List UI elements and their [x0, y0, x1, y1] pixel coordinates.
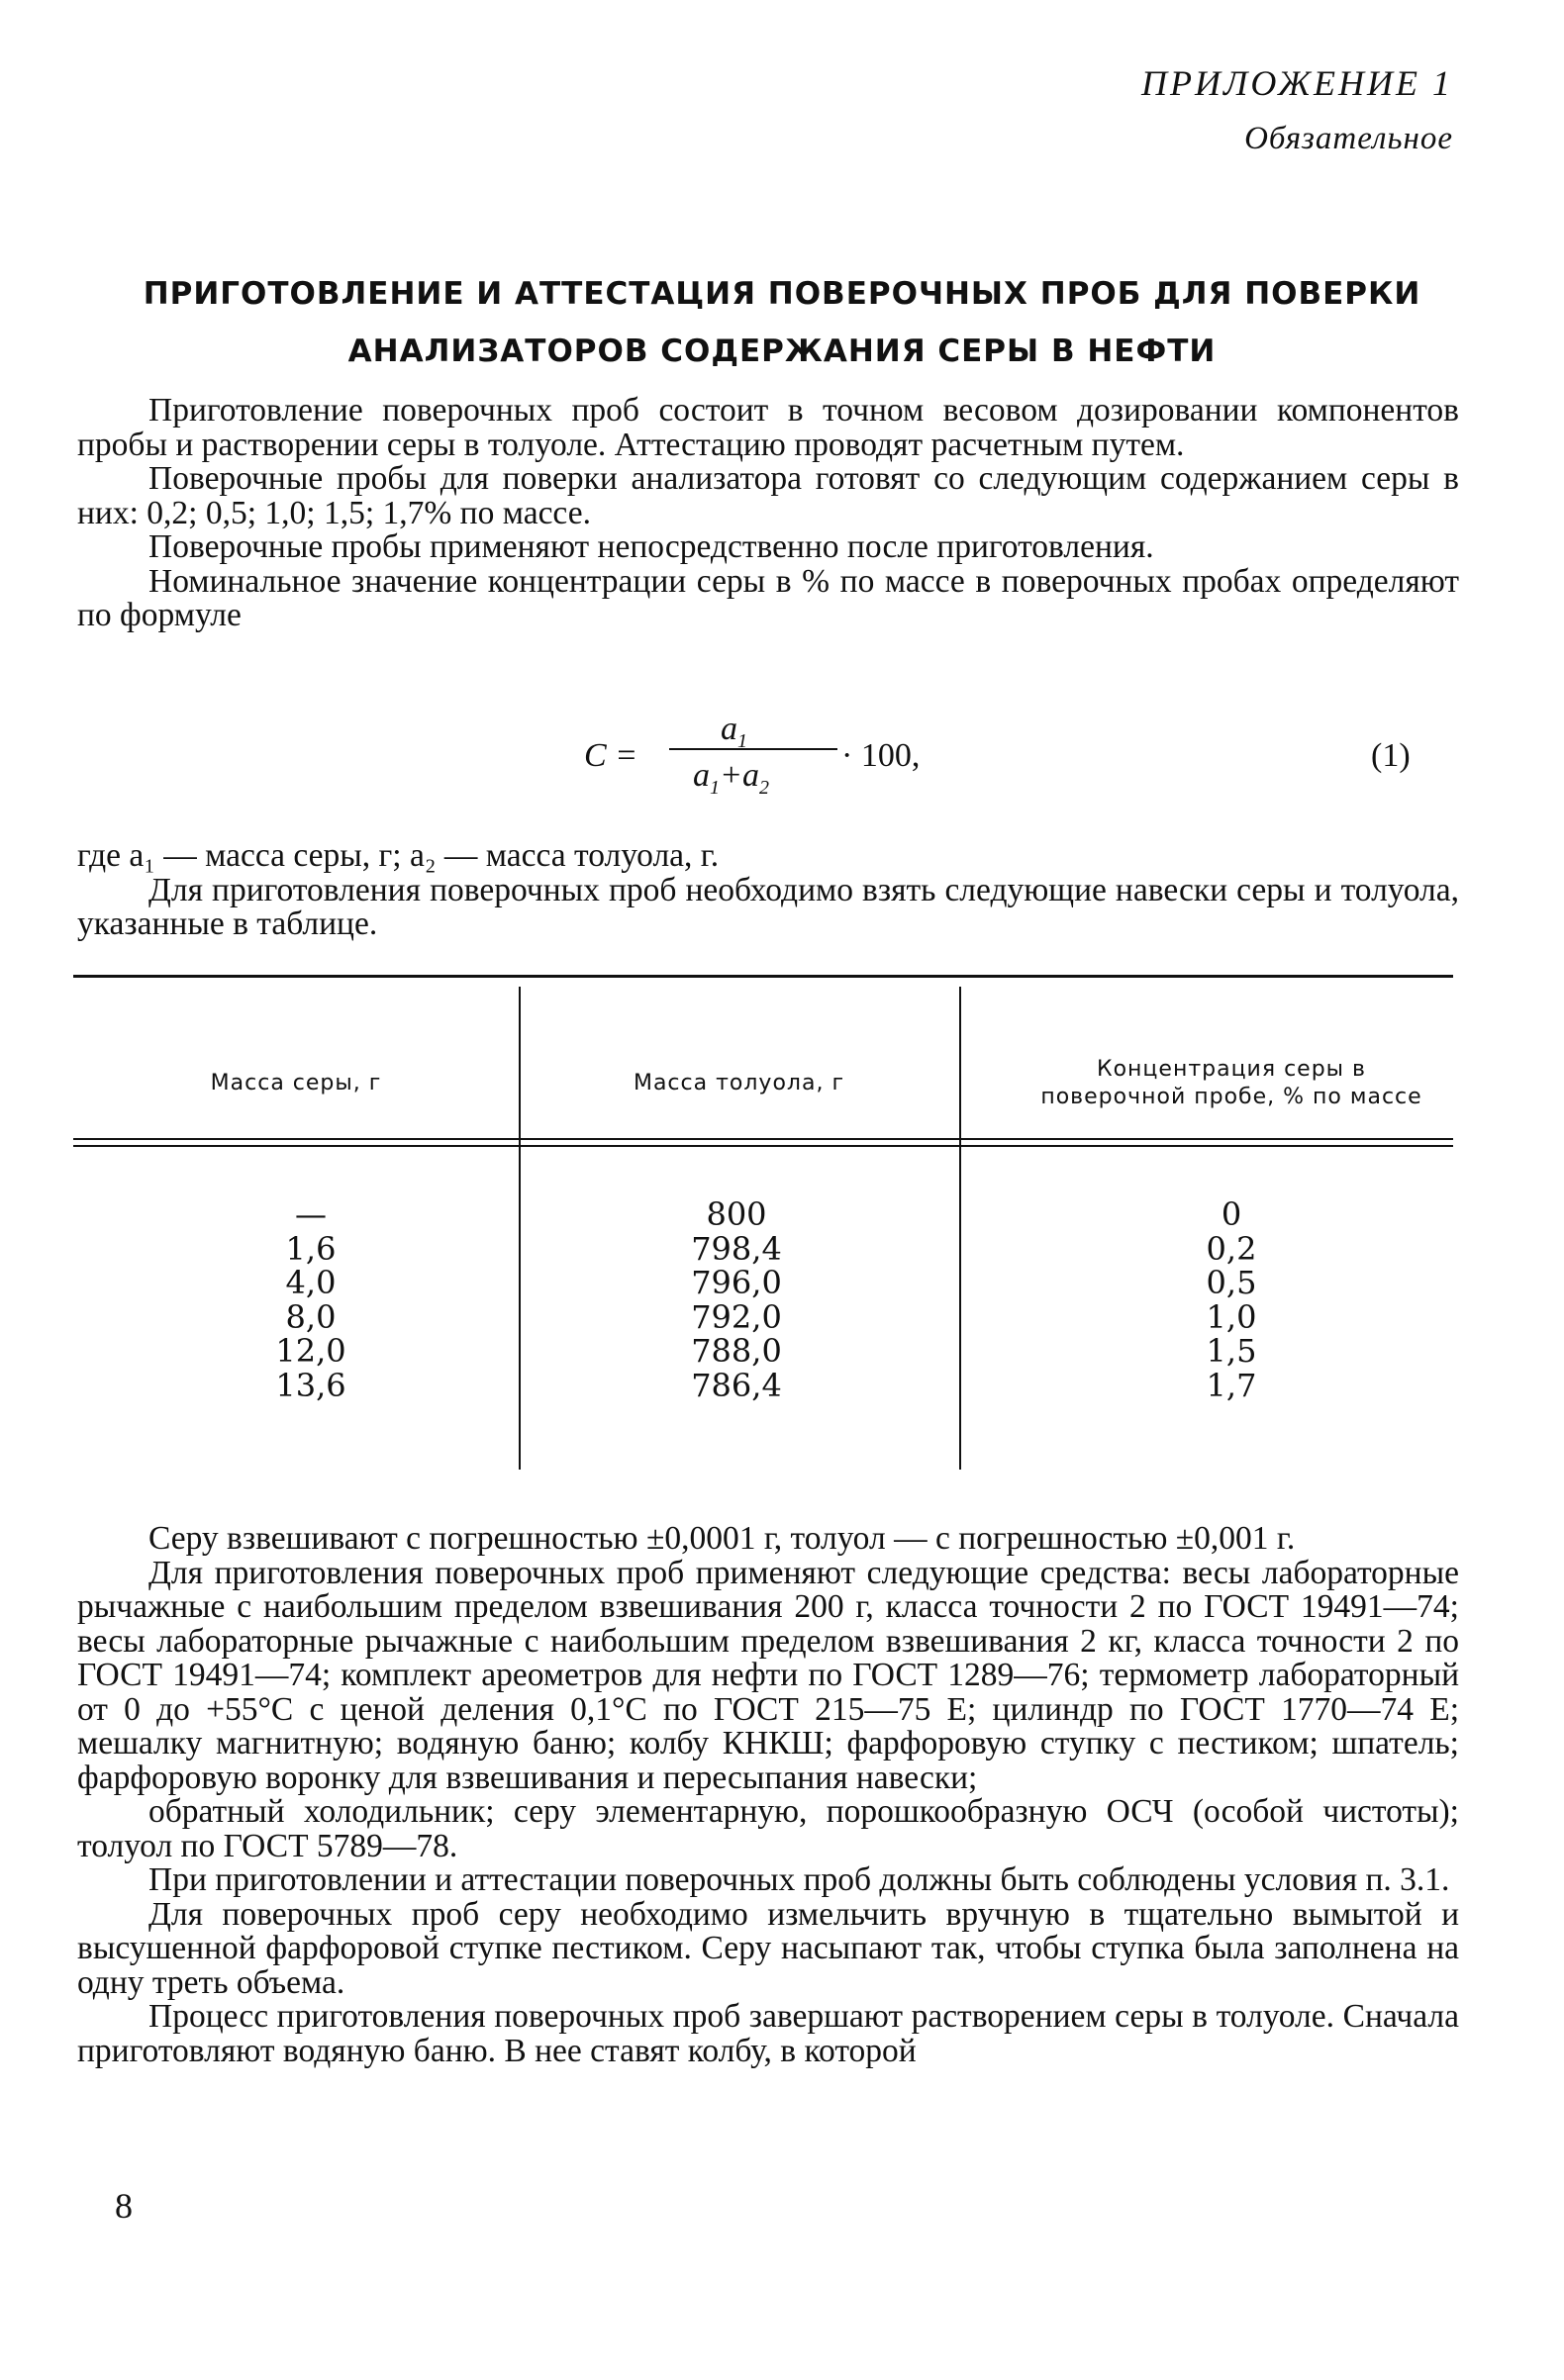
table-cell: 13,6	[275, 1366, 346, 1404]
table-cell: 0,5	[1206, 1264, 1257, 1301]
paragraph: При приготовлении и аттестации поверочных проб должны быть соблюдены условия п. 3.1.	[148, 1861, 1450, 1898]
formula-multiplier: · 100,	[841, 737, 921, 774]
table-top-rule	[73, 975, 1453, 978]
table-cell: 1,5	[1206, 1332, 1257, 1370]
title-line-2: АНАЛИЗАТОРОВ СОДЕРЖАНИЯ СЕРЫ В НЕФТИ	[347, 333, 1217, 369]
table-cell: 12,0	[275, 1332, 346, 1370]
paragraph: Для приготовления поверочных проб необходимо взять следующие навески серы и толуола, указанные в таблице.	[77, 871, 1459, 942]
table-cell: 796,0	[691, 1264, 782, 1301]
paragraph: Приготовление поверочных проб состоит в точном весовом дозировании компонентов пробы и растворении серы в толуоле. Аттестацию проводят расчетным путем.	[77, 392, 1459, 463]
paragraph: Для приготовления поверочных проб применяют следующие средства: весы лабораторные рычажные с наибольшим пределом взвешивания 200 г, класса точности 2 по ГОСТ 19491—74; весы лабораторные рычажные с наибольшим пределом взвешивания 2 кг, класса точности 2 по ГОСТ 19491—74; комплект ареометров для нефти по ГОСТ 1289—76; термометр лабораторный от 0 до +55°С с ценой деления 0,1°С по ГОСТ 215—75 Е; цилиндр по ГОСТ 1770—74 Е; мешалку магнитную; водяную баню; колбу КНКШ; фарфоровую ступку с пестиком; шпатель; фарфоровую воронку для взвешивания и пересыпания навески;	[77, 1554, 1459, 1796]
table-cell: 788,0	[691, 1332, 782, 1370]
table-header-rule	[73, 1138, 1453, 1140]
table-header-toluene: Масса толуола, г	[633, 1071, 845, 1095]
paragraph: где a₁ — масса серы, г; a₂ — масса толуола, г.	[77, 837, 720, 874]
table-cell: 1,7	[1206, 1366, 1257, 1404]
formula-numerator: $a_1$	[721, 711, 747, 752]
appendix-header	[1141, 65, 1453, 155]
table-cell: 786,4	[691, 1366, 782, 1404]
formula-number: (1)	[1371, 737, 1411, 774]
paragraph: Процесс приготовления поверочных проб завершают растворением серы в толуоле. Сначала приготовляют водяную баню. В нее ставят колбу, в которой	[77, 1998, 1459, 2069]
table-cell: 8,0	[285, 1297, 337, 1336]
table-cell: 0,2	[1206, 1229, 1257, 1268]
formula	[584, 711, 1138, 811]
page-number: 8	[115, 2186, 133, 2226]
title-line-1: ПРИГОТОВЛЕНИЕ И АТТЕСТАЦИЯ ПОВЕРОЧНЫХ ПРОБ ДЛЯ ПОВЕРКИ	[143, 276, 1421, 312]
body-text	[77, 1522, 1459, 2068]
column-toluene-mass	[667, 1197, 806, 1402]
table-cell: 1,0	[1206, 1297, 1257, 1336]
page-title	[119, 265, 1445, 380]
table-header-sulfur: Масса серы, г	[210, 1071, 382, 1095]
mass-table	[73, 975, 1453, 1470]
table-cell: 0	[1221, 1195, 1242, 1233]
table-header-concentration: Концентрация серы в поверочной пробе, % по массе	[1040, 1057, 1422, 1109]
formula-denominator: $a_1+a_2$	[693, 757, 769, 799]
paragraph: Поверочные пробы для поверки анализатора готовят со следующим содержанием серы в них: 0,2; 0,5; 1,0; 1,5; 1,7% по массе.	[77, 460, 1459, 531]
table-cell: 4,0	[285, 1264, 337, 1301]
table-cell: 800	[706, 1195, 767, 1233]
column-sulfur-mass	[251, 1197, 370, 1402]
table-cell: 792,0	[691, 1297, 782, 1336]
paragraph: Номинальное значение концентрации серы в % по массе в поверочных пробах определяют по формуле	[77, 562, 1459, 633]
appendix-label: ПРИЛОЖЕНИЕ 1	[1141, 63, 1453, 103]
fraction-bar	[669, 748, 837, 750]
paragraph: Серу взвешивают с погрешностью ±0,0001 г, толуол — с погрешностью ±0,001 г.	[148, 1520, 1296, 1557]
table-cell: 1,6	[285, 1229, 337, 1268]
paragraph: Для поверочных проб серу необходимо измельчить вручную в тщательно вымытой и высушенной фарфоровой ступке пестиком. Серу насыпают так, чтобы ступка была заполнена на одну треть объема.	[77, 1895, 1459, 2001]
table-cell: —	[295, 1195, 327, 1233]
table-header-rule	[73, 1145, 1453, 1147]
formula-lhs: C =	[584, 737, 638, 774]
paragraph: обратный холодильник; серу элементарную, порошкообразную ОСЧ (особой чистоты); толуол по ГОСТ 5789—78.	[77, 1793, 1459, 1864]
paragraph: Поверочные пробы применяют непосредственно после приготовления.	[148, 528, 1154, 565]
table-column-divider	[959, 987, 961, 1470]
intro-text	[77, 394, 1459, 633]
table-cell: 798,4	[691, 1229, 782, 1268]
appendix-status: Обязательное	[1244, 121, 1453, 156]
after-formula-text	[77, 839, 1459, 942]
column-concentration	[1182, 1197, 1281, 1402]
